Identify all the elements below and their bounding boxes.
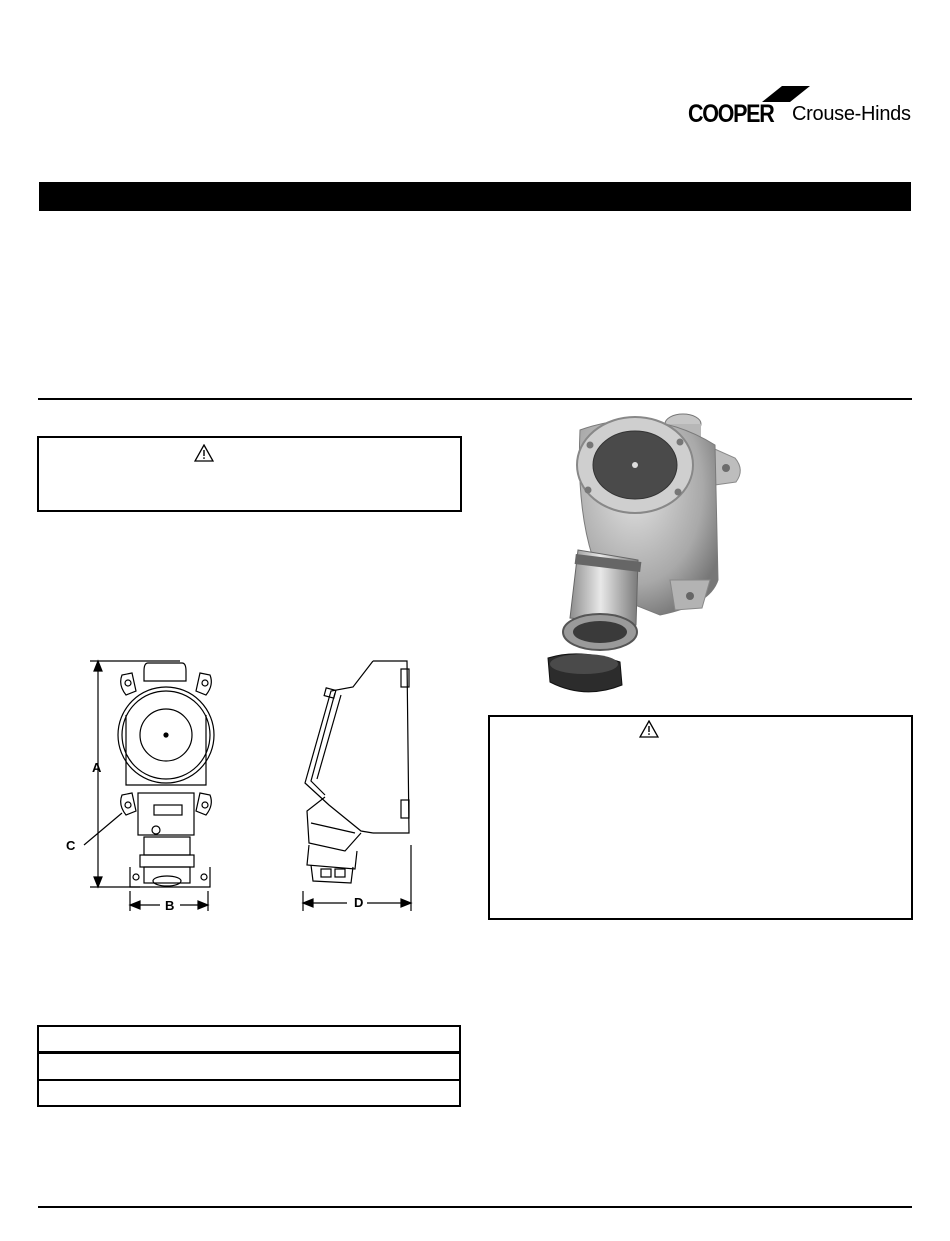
section-divider-bottom xyxy=(38,1206,912,1208)
table-row-rule xyxy=(39,1079,459,1081)
receptacle-product-photo xyxy=(540,410,760,700)
warning-box-left xyxy=(37,436,462,512)
table-header-rule xyxy=(39,1051,459,1054)
dimension-table xyxy=(37,1025,461,1107)
logo-crouse-hinds-text: Crouse-Hinds xyxy=(792,103,911,125)
warning-box-right xyxy=(488,715,913,920)
section-divider-top xyxy=(38,398,912,400)
dimension-label-d: D xyxy=(354,895,364,910)
dimension-label-b: B xyxy=(165,898,175,913)
logo-cooper-text: COOPER xyxy=(688,100,774,128)
dimension-label-a: A xyxy=(92,760,102,775)
cooper-crouse-hinds-logo xyxy=(688,86,914,132)
warning-triangle-icon xyxy=(194,444,214,462)
warning-triangle-icon xyxy=(639,720,659,738)
dimension-label-c: C xyxy=(66,838,76,853)
side-view-drawing xyxy=(295,655,420,915)
front-view-drawing xyxy=(60,655,230,915)
title-bar xyxy=(39,182,911,211)
